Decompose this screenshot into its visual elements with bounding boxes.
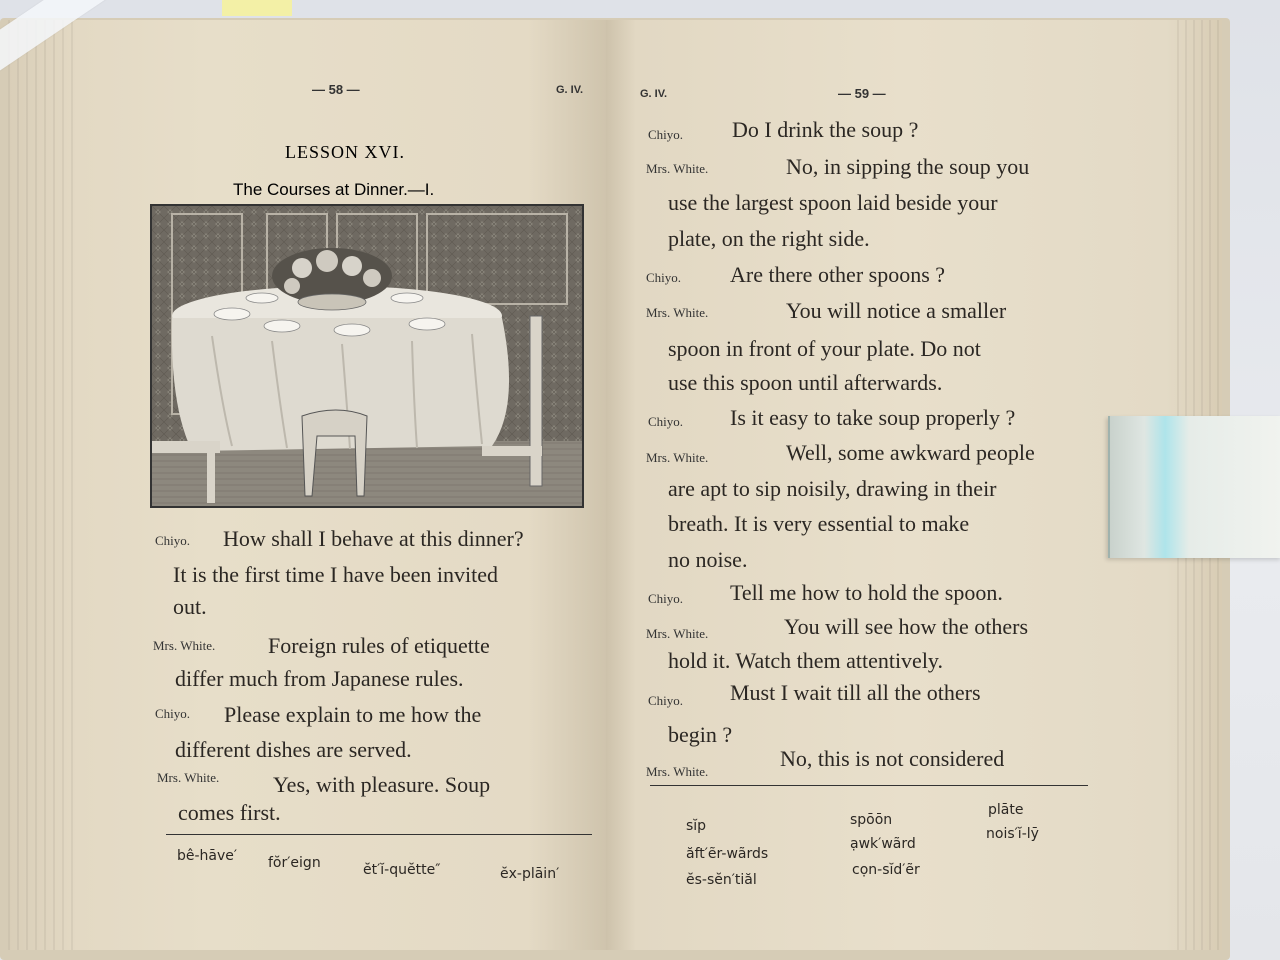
dialogue-line: out. <box>173 594 207 619</box>
vocab-word: fŏr′eign <box>268 855 321 871</box>
dialogue-line: Must I wait till all the others <box>730 680 981 705</box>
speaker-label: Chiyo. <box>648 414 684 429</box>
dialogue-line: You will see how the others <box>784 614 1029 639</box>
vocab-word: ĕs-sĕn′tiăl <box>686 872 757 888</box>
dialogue-line: comes first. <box>178 800 281 825</box>
vocab-word: bê-hāve′ <box>177 848 238 864</box>
speaker-label: Mrs. White. <box>646 305 709 320</box>
dialogue-line: No, in sipping the soup you <box>786 154 1030 179</box>
lesson-title: LESSON XVI. <box>285 142 406 162</box>
dialogue-line: Tell me how to hold the spoon. <box>730 580 1003 605</box>
dialogue-line: are apt to sip noisily, drawing in their <box>668 476 997 501</box>
speaker-label: Mrs. White. <box>646 161 709 176</box>
vocab-word: sĭp <box>686 818 707 834</box>
speaker-label: Chiyo. <box>648 693 684 708</box>
dialogue-line: spoon in front of your plate. Do not <box>668 336 981 361</box>
speaker-label: Mrs. White. <box>157 770 220 785</box>
page-number-right: — 59 — <box>838 86 886 101</box>
dialogue-line: differ much from Japanese rules. <box>175 666 464 691</box>
page-edge <box>8 20 78 950</box>
dialogue-line: Well, some awkward people <box>786 440 1035 465</box>
dialogue-line: How shall I behave at this dinner? <box>223 526 524 551</box>
vocab-word: nois′ĭ-lȳ <box>986 826 1039 842</box>
vocab-word: ạwk′wãrd <box>850 836 916 852</box>
dialogue-line: Please explain to me how the <box>224 702 482 727</box>
vocab-word: ĕt′ĭ-quĕtte″ <box>363 862 441 878</box>
speaker-label: Mrs. White. <box>646 626 709 641</box>
vocab-word: plāte <box>988 802 1024 818</box>
divider-rule <box>166 834 592 835</box>
speaker-label: Chiyo. <box>155 533 191 548</box>
speaker-label: Chiyo. <box>648 591 684 606</box>
dialogue-line: No, this is not considered <box>780 746 1005 771</box>
dining-table-illustration <box>150 204 584 508</box>
dialogue-line: breath. It is very essential to make <box>668 511 970 536</box>
dialogue-line: no noise. <box>668 547 748 572</box>
dialogue-line: use this spoon until afterwards. <box>668 370 943 395</box>
dialogue-line: You will notice a smaller <box>786 298 1007 323</box>
speaker-label: Mrs. White. <box>646 450 709 465</box>
dialogue-line: different dishes are served. <box>175 737 412 762</box>
volume-mark-right: G. IV. <box>640 88 668 100</box>
dialogue-line: Foreign rules of etiquette <box>268 633 490 658</box>
dialogue-line: Is it easy to take soup properly ? <box>730 405 1016 430</box>
vocab-word: ăft′ẽr-wãrds <box>686 846 769 862</box>
speaker-label: Mrs. White. <box>646 764 709 779</box>
speaker-label: Chiyo. <box>646 270 682 285</box>
dialogue-line: plate, on the right side. <box>668 226 870 251</box>
speaker-label: Chiyo. <box>155 706 191 721</box>
vocab-word: spōōn <box>850 812 893 828</box>
speaker-label: Mrs. White. <box>153 638 216 653</box>
vocab-word: cọn-sĭd′ẽr <box>852 862 920 878</box>
speaker-label: Chiyo. <box>648 127 684 142</box>
vocab-word: ĕx-plāin′ <box>500 866 560 882</box>
lesson-subtitle: The Courses at Dinner.—I. <box>233 180 435 199</box>
glass-paperweight <box>1108 416 1280 558</box>
dialogue-line: Yes, with pleasure. Soup <box>273 772 491 797</box>
dialogue-line: begin ? <box>668 722 733 747</box>
page-number-left: — 58 — <box>312 82 360 97</box>
dialogue-line: Do I drink the soup ? <box>732 117 919 142</box>
dialogue-line: use the largest spoon laid beside your <box>668 190 998 215</box>
dialogue-line: It is the first time I have been invited <box>173 562 499 587</box>
divider-rule <box>650 785 1088 786</box>
dialogue-line: Are there other spoons ? <box>730 262 946 287</box>
sticky-note <box>222 0 292 16</box>
dialogue-line: hold it. Watch them attentively. <box>668 648 943 673</box>
volume-mark-left: G. IV. <box>556 84 584 96</box>
